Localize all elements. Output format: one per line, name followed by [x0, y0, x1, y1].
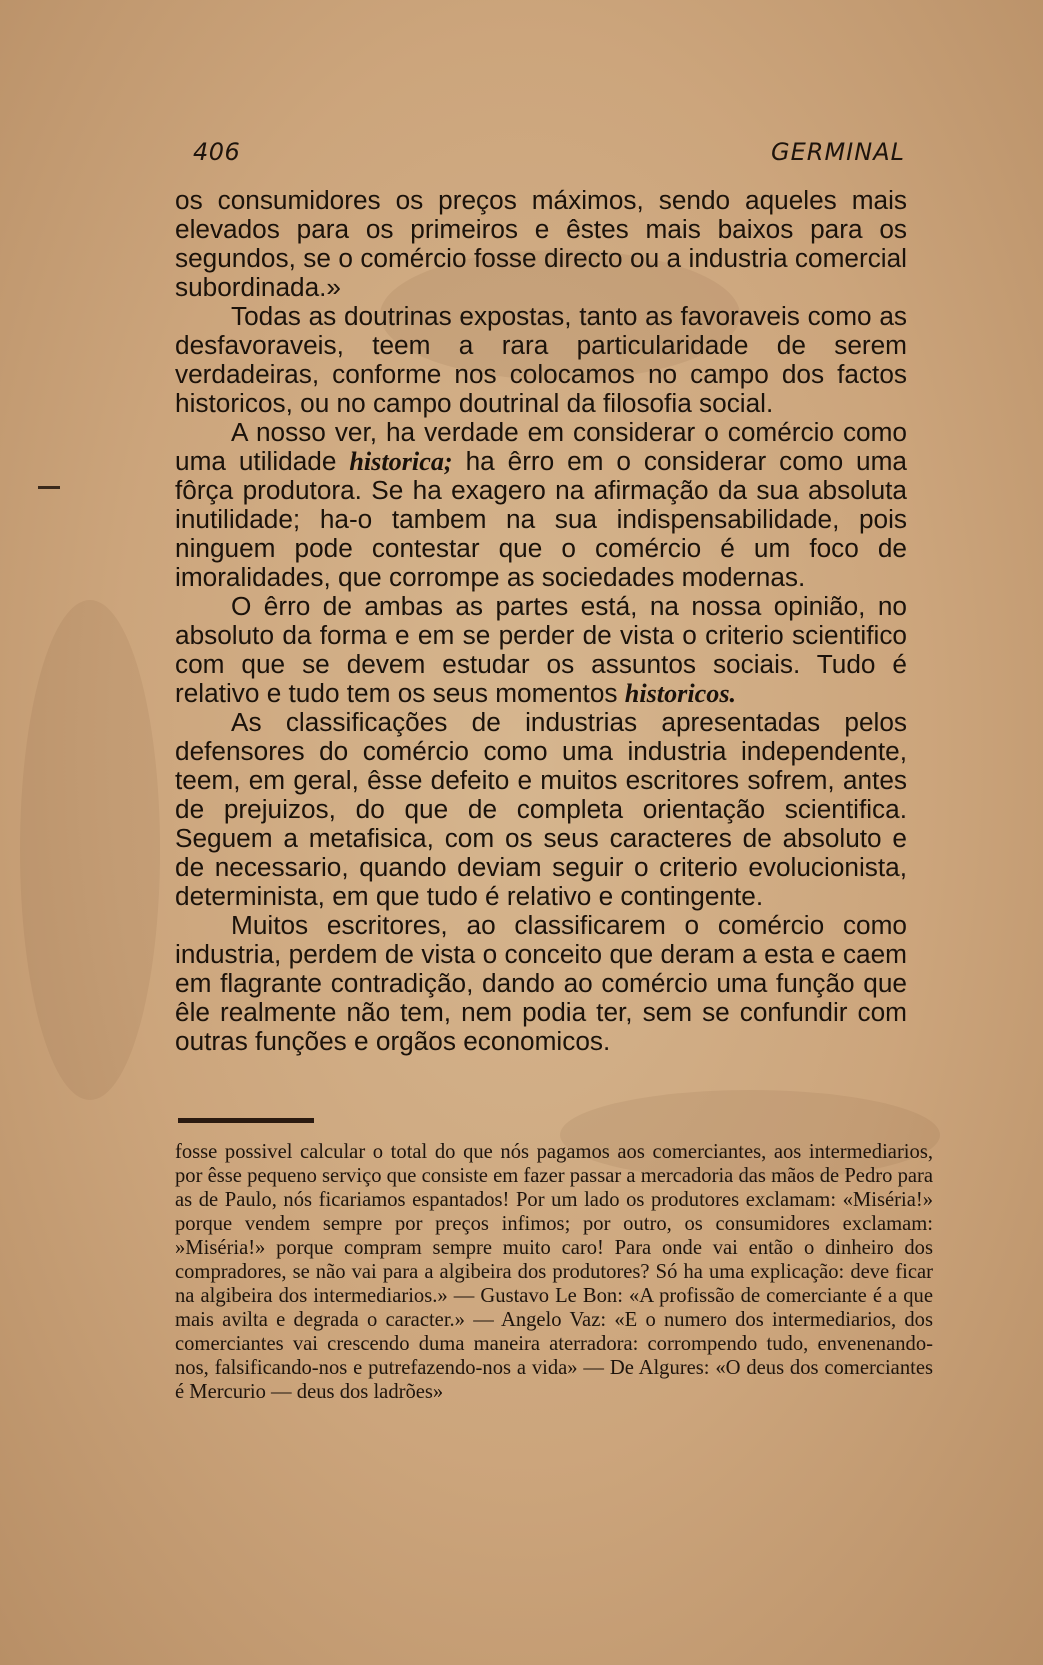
- footnote-rule: [178, 1118, 314, 1123]
- paragraph: Muitos escritores, ao classificarem o comércio como industria, perdem de vista o conceito que deram a esta e caem em flagrante contradição, dando ao comércio uma função que êle realmente não tem, nem podia ter, sem se confundir com outras funções e orgãos economicos.: [175, 910, 907, 1056]
- paragraph-text: O êrro de ambas as partes está, na nossa opinião, no absoluto da forma e em se perder de vista o criterio scientifico com que se devem estudar os assuntos sociais. Tudo é relativo e tudo tem os seus momentos: [175, 591, 907, 708]
- footnote-text: fosse possivel calcular o total do que nós pagamos aos comerciantes, aos intermediarios, por êsse pequeno serviço que consiste em fazer passar a mercadoria das mãos de Pedro para as de Paulo, nós ficariamos espantados! Por um lado os produtores exclamam: «Miséria!» porque vendem sempre por preços infimos; por outro, os consumidores exclamam: »Miséria!» porque compram sempre muito caro! Para onde vai então o dinheiro dos compradores, se não vai para a algibeira dos produtores? Só ha uma explicação: deve ficar na algibeira dos intermediarios.» — Gustavo Le Bon: «A profissão de comerciante é a que mais avilta e degrada o caracter.» — Angelo Vaz: «E o numero dos intermediarios, dos comerciantes vai crescendo duma maneira aterradora: corrompendo tudo, envenenando-nos, falsificando-nos e putrefazendo-nos a vida» — De Algures: «O deus dos comerciantes é Mercurio — deus dos ladrões»: [175, 1141, 933, 1403]
- main-text: [175, 186, 907, 1056]
- paragraph: os consumidores os preços máximos, sendo aqueles mais elevados para os primeiros e êstes mais baixos para os segundos, se o comércio fosse directo ou a industria comercial subordinada.»: [175, 185, 907, 302]
- paragraph-text: ha êrro em o considerar como uma fôrça produtora. Se ha exagero na afirmação da sua absoluta inutilidade; ha-o tambem na sua indispensabilidade, pois ninguem pode contestar que o comércio é um foco de imoralidades, que corrompe as sociedades modernas.: [175, 446, 907, 592]
- running-title: GERMINAL: [771, 138, 905, 166]
- margin-mark: [38, 486, 60, 489]
- paragraph: [175, 418, 907, 592]
- paragraph: Todas as doutrinas expostas, tanto as favoraveis como as desfavoraveis, teem a rara particularidade de serem verdadeiras, conforme nos colocamos no campo dos factos historicos, ou no campo doutrinal da filosofia social.: [175, 301, 907, 418]
- paragraph: As classificações de industrias apresentadas pelos defensores do comércio como uma industria independente, teem, em geral, êsse defeito e muitos escritores sofrem, antes de prejuizos, do que de completa orientação scientifica. Seguem a metafisica, com os seus caracteres de absoluto e de necessario, quando deviam seguir o criterio evolucionista, determinista, em que tudo é relativo e contingente.: [175, 707, 907, 911]
- running-head: [175, 138, 907, 172]
- paragraph: [175, 592, 907, 708]
- page-number: 406: [193, 138, 241, 166]
- footnote: [175, 1140, 933, 1404]
- emphasis: historicos.: [624, 679, 737, 708]
- paper-stain: [20, 600, 160, 1100]
- paragraph-text: A nosso ver, ha verdade em considerar o comércio como uma utilidade: [175, 417, 907, 476]
- emphasis: historica;: [349, 447, 453, 476]
